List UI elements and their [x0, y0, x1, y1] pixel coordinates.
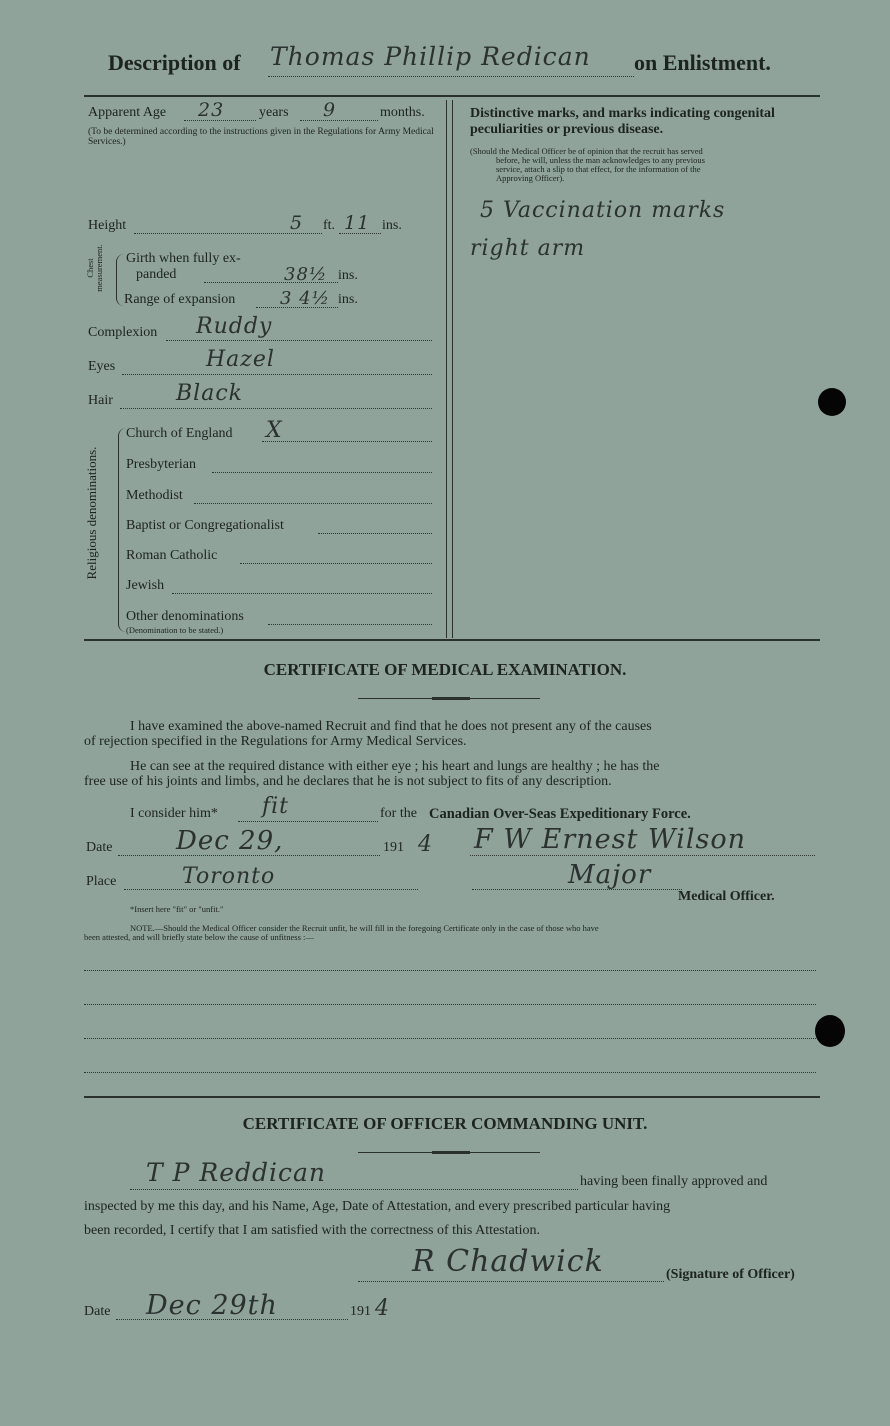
medical-year-digit: 4: [418, 832, 433, 857]
religion-presbyterian: Presbyterian: [126, 457, 196, 472]
commanding-line1-suffix: having been finally approved and: [580, 1174, 768, 1189]
commanding-year-digit: 4: [375, 1296, 390, 1321]
commanding-line3: been recorded, I certify that I am satisfied with the correctness of this Attestation.: [84, 1223, 541, 1238]
recruit-signature: T P Reddican: [146, 1158, 327, 1187]
commanding-date-value: Dec 29th: [146, 1290, 278, 1321]
medical-date-value: Dec 29,: [176, 826, 284, 856]
apparent-age-label: Apparent Age: [88, 105, 167, 120]
medical-para1-line2: of rejection specified in the Regulations for Army Medical Services.: [84, 734, 467, 749]
religion-church-of-england: Church of England: [126, 426, 233, 441]
hair-value: Black: [176, 381, 243, 406]
place-label: Place: [86, 874, 117, 889]
height-label: Height: [88, 218, 127, 233]
complexion-value: Ruddy: [196, 314, 273, 339]
height-ft-value: 5: [290, 212, 304, 234]
religion-methodist: Methodist: [126, 488, 183, 503]
girth-label-line1: Girth when fully ex-: [126, 251, 241, 266]
age-months-value: 9: [323, 99, 337, 121]
marks-heading-line2: peculiarities or previous disease.: [470, 122, 664, 137]
commanding-officer-signature: R Chadwick: [412, 1244, 604, 1279]
unfitness-line-2: [84, 1004, 816, 1005]
age-note: (To be determined according to the instructions given in the Regulations for Army Medical Services.): [88, 127, 434, 147]
marks-value-line2: right arm: [470, 236, 586, 261]
chest-label: Chest measurement.: [85, 244, 104, 292]
unfitness-line-4: [84, 1072, 816, 1073]
consider-suffix: for the: [380, 806, 417, 821]
girth-value: 38½: [284, 264, 328, 285]
ft-label: ft.: [323, 218, 336, 233]
medical-officer-signature: F W Ernest Wilson: [474, 824, 746, 855]
medical-para2-line1: He can see at the required distance with either eye ; his heart and lungs are healthy ; he has the: [130, 759, 660, 774]
religion-baptist: Baptist or Congregationalist: [126, 518, 284, 533]
marks-note-line2: before, he will, unless the man acknowledges to any previous: [496, 155, 705, 165]
girth-unit: ins.: [338, 268, 358, 283]
title-suffix: on Enlistment.: [634, 50, 771, 75]
religion-mark: X: [266, 418, 283, 443]
months-label: months.: [380, 105, 425, 120]
marks-heading-line1: Distinctive marks, and marks indicating congenital: [470, 106, 775, 121]
title-prefix: Description of: [108, 50, 241, 75]
signature-label: (Signature of Officer): [666, 1267, 795, 1282]
medical-heading: CERTIFICATE OF MEDICAL EXAMINATION.: [263, 660, 627, 679]
consider-value: fit: [262, 794, 290, 819]
medical-date-label: Date: [86, 840, 113, 855]
place-value: Toronto: [182, 864, 276, 889]
expansion-label: Range of expansion: [124, 292, 236, 307]
binding-hole-top: [818, 388, 846, 416]
marks-note-line3: service, attach a slip to that effect, for the information of the: [496, 164, 701, 174]
religion-roman-catholic: Roman Catholic: [126, 548, 218, 563]
age-years-value: 23: [198, 99, 225, 121]
medical-note-line1: NOTE.—Should the Medical Officer consider the Recruit unfit, he will fill in the foregoing Certificate only in the case of those who have: [130, 923, 599, 933]
medical-note-line2: been attested, and will briefly state below the cause of unfitness :—: [84, 932, 314, 942]
marks-value-line1: 5 Vaccination marks: [480, 198, 726, 223]
medical-year-prefix: 191: [383, 840, 404, 855]
years-label: years: [259, 105, 289, 120]
commanding-heading: CERTIFICATE OF OFFICER COMMANDING UNIT.: [242, 1114, 648, 1133]
consider-label: I consider him*: [130, 806, 218, 821]
medical-officer-title: Medical Officer.: [678, 889, 775, 904]
religion-jewish: Jewish: [126, 578, 165, 593]
binding-hole-bottom: [815, 1015, 845, 1047]
medical-para2-line2: free use of his joints and limbs, and he declares that he is not subject to fits of any description.: [84, 774, 612, 789]
complexion-label: Complexion: [88, 325, 158, 340]
height-ins-value: 11: [344, 212, 371, 234]
insert-note: *Insert here "fit" or "unfit.": [130, 904, 224, 914]
religion-other: Other denominations: [126, 609, 244, 624]
expansion-unit: ins.: [338, 292, 358, 307]
ins-label: ins.: [382, 218, 402, 233]
marks-note-line4: Approving Officer).: [496, 173, 565, 183]
medical-para1-line1: I have examined the above-named Recruit and find that he does not present any of the causes: [130, 719, 652, 734]
commanding-date-label: Date: [84, 1304, 111, 1319]
expansion-value: 3 4½: [280, 288, 331, 309]
medical-officer-rank: Major: [568, 860, 652, 890]
girth-label-line2: panded: [136, 267, 177, 282]
eyes-label: Eyes: [88, 359, 116, 374]
marks-note-line1: (Should the Medical Officer be of opinion that the recruit has served: [470, 146, 703, 156]
religion-group-label: Religious denominations.: [84, 446, 99, 580]
religion-other-note: (Denomination to be stated.): [126, 625, 224, 635]
hair-label: Hair: [88, 393, 113, 408]
eyes-value: Hazel: [206, 347, 275, 372]
unfitness-line-1: [84, 970, 816, 971]
commanding-year-prefix: 191: [350, 1304, 371, 1319]
force-name: Canadian Over-Seas Expeditionary Force.: [429, 806, 691, 822]
commanding-line2: inspected by me this day, and his Name, Age, Date of Attestation, and every prescribed particular having: [84, 1199, 671, 1214]
unfitness-line-3: [84, 1038, 816, 1039]
recruit-name: Thomas Phillip Redican: [270, 42, 591, 71]
